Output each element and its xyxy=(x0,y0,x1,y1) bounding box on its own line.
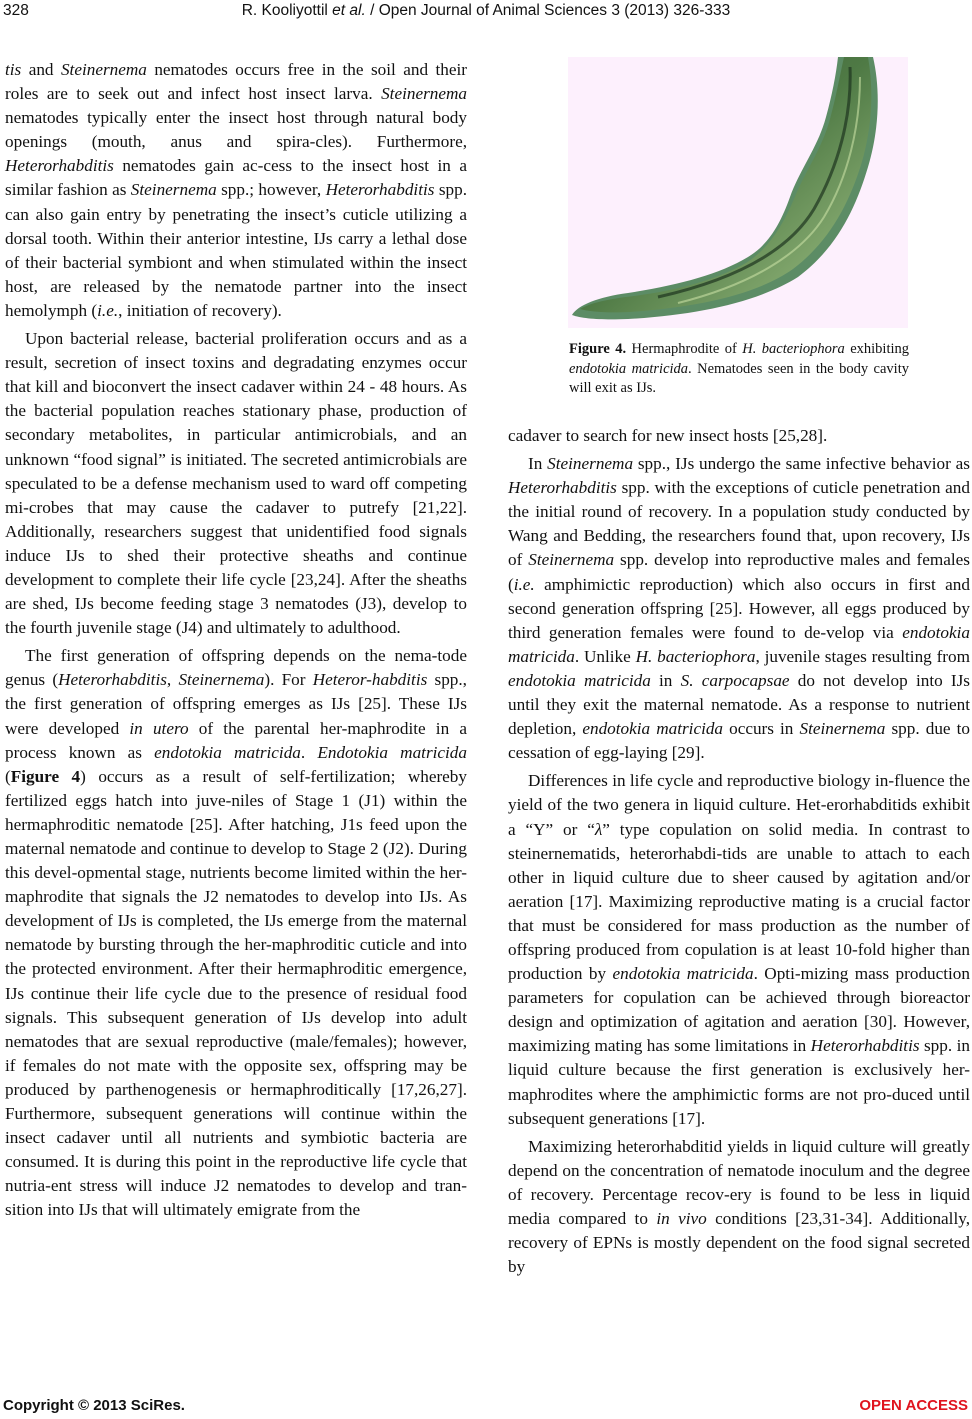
left-column xyxy=(5,58,467,1223)
abbreviation: i.e. xyxy=(97,300,119,320)
species-name: H. bacteriophora xyxy=(635,646,756,666)
latin-term: in vivo xyxy=(656,1209,707,1228)
species-name: tis xyxy=(5,60,22,79)
paragraph xyxy=(5,58,467,323)
figure-4-caption xyxy=(569,340,909,399)
paragraph xyxy=(508,1135,970,1280)
open-access-label: OPEN ACCESS xyxy=(859,1397,968,1414)
species-name: Steinernema xyxy=(528,550,615,570)
text: conditions [23,31-34]. Additionally, recovery of EPNs is mostly dependent on the food signal secreted by xyxy=(508,1209,971,1277)
journal-title: / Open Journal of Animal Sciences 3 (2013) 326-333 xyxy=(365,2,731,19)
paragraph xyxy=(508,769,970,1130)
species-name: Heterorhabditis xyxy=(508,478,617,498)
et-al: et al. xyxy=(332,2,366,19)
latin-term: endotokia matricida xyxy=(508,670,651,690)
text: The first generation of offspring depends on the nema-tode genus ( xyxy=(5,646,467,690)
species-name: Steinernema xyxy=(799,719,886,739)
running-header xyxy=(0,2,972,24)
species-name: Steinernema xyxy=(381,84,467,104)
text: spp. can also gain entry by penetrating the insect’s cuticle utilizing a dorsal tooth. Within their anterior intestine, IJs carry a lethal dose of their bacterial symbiont and when stimulated within the insect host, are released by the nematode partner into the insect hemolymph ( xyxy=(5,180,468,320)
latin-term: endotokia matricida xyxy=(569,360,689,377)
text: Hermaphrodite of xyxy=(626,341,743,357)
species-name: S. carpocapsae xyxy=(680,670,790,690)
text: spp. due to cessation of egg-laying [29]. xyxy=(508,719,970,763)
species-name: Steinernema xyxy=(178,670,265,690)
text: occurs in xyxy=(723,719,800,739)
text: . Nematodes seen in the body cavity will exit as IJs. xyxy=(569,360,909,396)
text: , xyxy=(166,670,179,690)
species-name: Steinernema xyxy=(60,60,147,79)
species-name: H. bacteriophora xyxy=(742,341,845,357)
text: spp. develop into reproductive males and females ( xyxy=(508,550,970,594)
lambda-symbol: λ xyxy=(594,819,603,839)
text: spp. with the exceptions of cuticle penetration and the initial round of recovery. In a population study conducted by Wang and Bedding, the researchers found that, upon recovery, IJs of xyxy=(508,478,970,570)
journal-citation xyxy=(0,2,972,20)
nematode-micrograph xyxy=(568,57,908,328)
species-name: Heterorhabditis xyxy=(325,180,435,200)
species-name: Steinernema xyxy=(130,180,217,200)
latin-term: Endotokia matricida xyxy=(317,742,467,762)
latin-term: in utero xyxy=(129,718,189,738)
text: spp.; however, xyxy=(216,180,326,200)
species-name: Heterorhabditis xyxy=(810,1036,920,1056)
latin-term: endotokia matricida xyxy=(154,742,301,762)
text: In xyxy=(528,454,548,474)
text: ). For xyxy=(264,670,313,690)
text: ) occurs as a result of self-fertilization; whereby fertilized eggs hatch into juve-niles of Stage 1 (J1) within the hermaphroditic nematode [25]. After hatching, J1s feed upon the maternal nematode and continue to develop to Stage 2 (J2). During this devel-opmental stage, nutrients become limited within the her-maphrodite that signals the J2 nematodes to develop into IJs. As development of IJs is completed, the IJs emerge from the maternal nematode by bursting through the her-maphroditic cuticle and into the protected environment. After their hermaphroditic emergence, IJs continue their life cycle due to the presence of residual food signals. This subsequent generation of IJs develop into adult nematodes that are sexual reproductive (male/females); however, if females do not mate with the opposite sex, offspring may be produced by parthenogenesis or hermaphroditically [17,26,27]. Furthermore, subsequent generations will continue within the insect cadaver until all nutrients and symbiotic bacteria are consumed. It is during this point in the reproductive life cycle that nutria-ent stress will induce J2 nematodes to develop and tran-sition into IJs that will ultimately emigrate from the xyxy=(5,766,467,1220)
abbreviation: i.e. xyxy=(513,574,535,594)
text: spp. in liquid culture because the first generation is exclusively her-maphrodites where the amphimictic forms are not pro-duced until subsequent generations [17]. xyxy=(508,1036,970,1128)
text: spp., IJs undergo the same infective behavior as xyxy=(633,454,970,474)
text: nematodes typically enter the insect host through natural body openings (mouth, anus and spira-cles). Furthermore, xyxy=(5,108,467,152)
text: and xyxy=(21,60,61,79)
text: ( xyxy=(5,766,11,786)
paragraph xyxy=(5,644,467,1222)
text: . xyxy=(300,742,318,762)
text: , initiation of recovery). xyxy=(118,300,282,320)
author-name: R. Kooliyottil xyxy=(241,2,333,19)
species-name: Steinernema xyxy=(547,454,634,474)
text: . Unlike xyxy=(574,646,636,666)
figure-label: Figure 4. xyxy=(569,341,627,357)
text: spp., the first generation of offspring emerges as IJs [25]. These IJs were developed xyxy=(5,670,467,738)
text: amphimictic reproduction) which also occurs in first and second generation offspring [25]. However, all eggs produced by third generation females were found to de-velop via xyxy=(508,574,970,642)
figure-reference[interactable]: Figure 4 xyxy=(10,766,81,786)
text: Maximizing heterorhabditid yields in liquid culture will greatly depend on the concentration of nematode inoculum and the degree of recovery. Percentage recov-ery is found to be less in liquid media compared to xyxy=(508,1136,970,1228)
latin-term: endotokia matricida xyxy=(508,622,970,666)
right-column xyxy=(508,424,970,1279)
copyright-notice: Copyright © 2013 SciRes. xyxy=(3,1397,185,1414)
text: Differences in life cycle and reproductive biology in-fluence the yield of the two genera in liquid culture. Het-erorhabditids exhibit a “Y” or “ xyxy=(508,771,970,839)
paragraph: Upon bacterial release, bacterial proliferation occurs and as a result, secretion of insect toxins and degradating enzymes occur that kill and bioconvert the insect cadaver within 24 - 48 hours. As the bacterial population reaches stationary phase, production of secondary metabolites, in particular antimicrobials, and an unknown “food signal” is initiated. The secreted antimicrobials are speculated to be a defense mechanism used to ward off competing mi-crobes that may cause the cadaver to putrefy [21,22]. Additionally, researchers suggest that unidentified food signals induce IJs to shed their protective sheaths and continue development to complete their life cycle [23,24]. After the sheaths are shed, IJs become feeding stage 3 nematodes (J3), develop to the fourth juvenile stage (J4) and ultimately to adulthood. xyxy=(5,329,467,638)
species-name: Heterorhabditis xyxy=(58,670,167,690)
text: nematodes occurs free in the soil and their roles are to seek out and infect host insect larva. xyxy=(5,60,467,104)
text: ” type copulation on solid media. In contrast to steinernematids, heterorhabdi-tids are unable to attach to each other in liquid culture due to sheer caused by agitation and/or aeration [17]. Maximizing reproductive mating is a crucial factor that must be considered for mass production as the number of offspring produced from copulation is at least 10-fold higher than production by xyxy=(508,819,970,984)
text: do not develop into IJs until they exit the maternal nematode. As a response to nutrient depletion, xyxy=(508,670,971,739)
species-name: Heteror-habditis xyxy=(312,670,428,690)
text: in xyxy=(650,670,681,690)
figure-4-image xyxy=(568,57,908,328)
page-number: 328 xyxy=(3,2,29,19)
text: of the parental her-maphrodite in a process known as xyxy=(5,718,467,762)
text: exhibiting xyxy=(844,341,909,357)
text: . Opti-mizing mass production parameters for copulation can be achieved through bioreactor design and optimization of agitation and aeration [30]. However, maximizing mating has some limitations in xyxy=(508,964,970,1056)
species-name: Heterorhabditis xyxy=(5,156,114,176)
text: , juvenile stages resulting from xyxy=(755,646,970,666)
latin-term: endotokia matricida xyxy=(612,964,754,984)
paragraph xyxy=(508,452,970,765)
paragraph: cadaver to search for new insect hosts [25,28]. xyxy=(508,426,828,445)
latin-term: endotokia matricida xyxy=(582,719,724,739)
text: nematodes gain ac-cess to the insect host in a similar fashion as xyxy=(5,156,467,200)
